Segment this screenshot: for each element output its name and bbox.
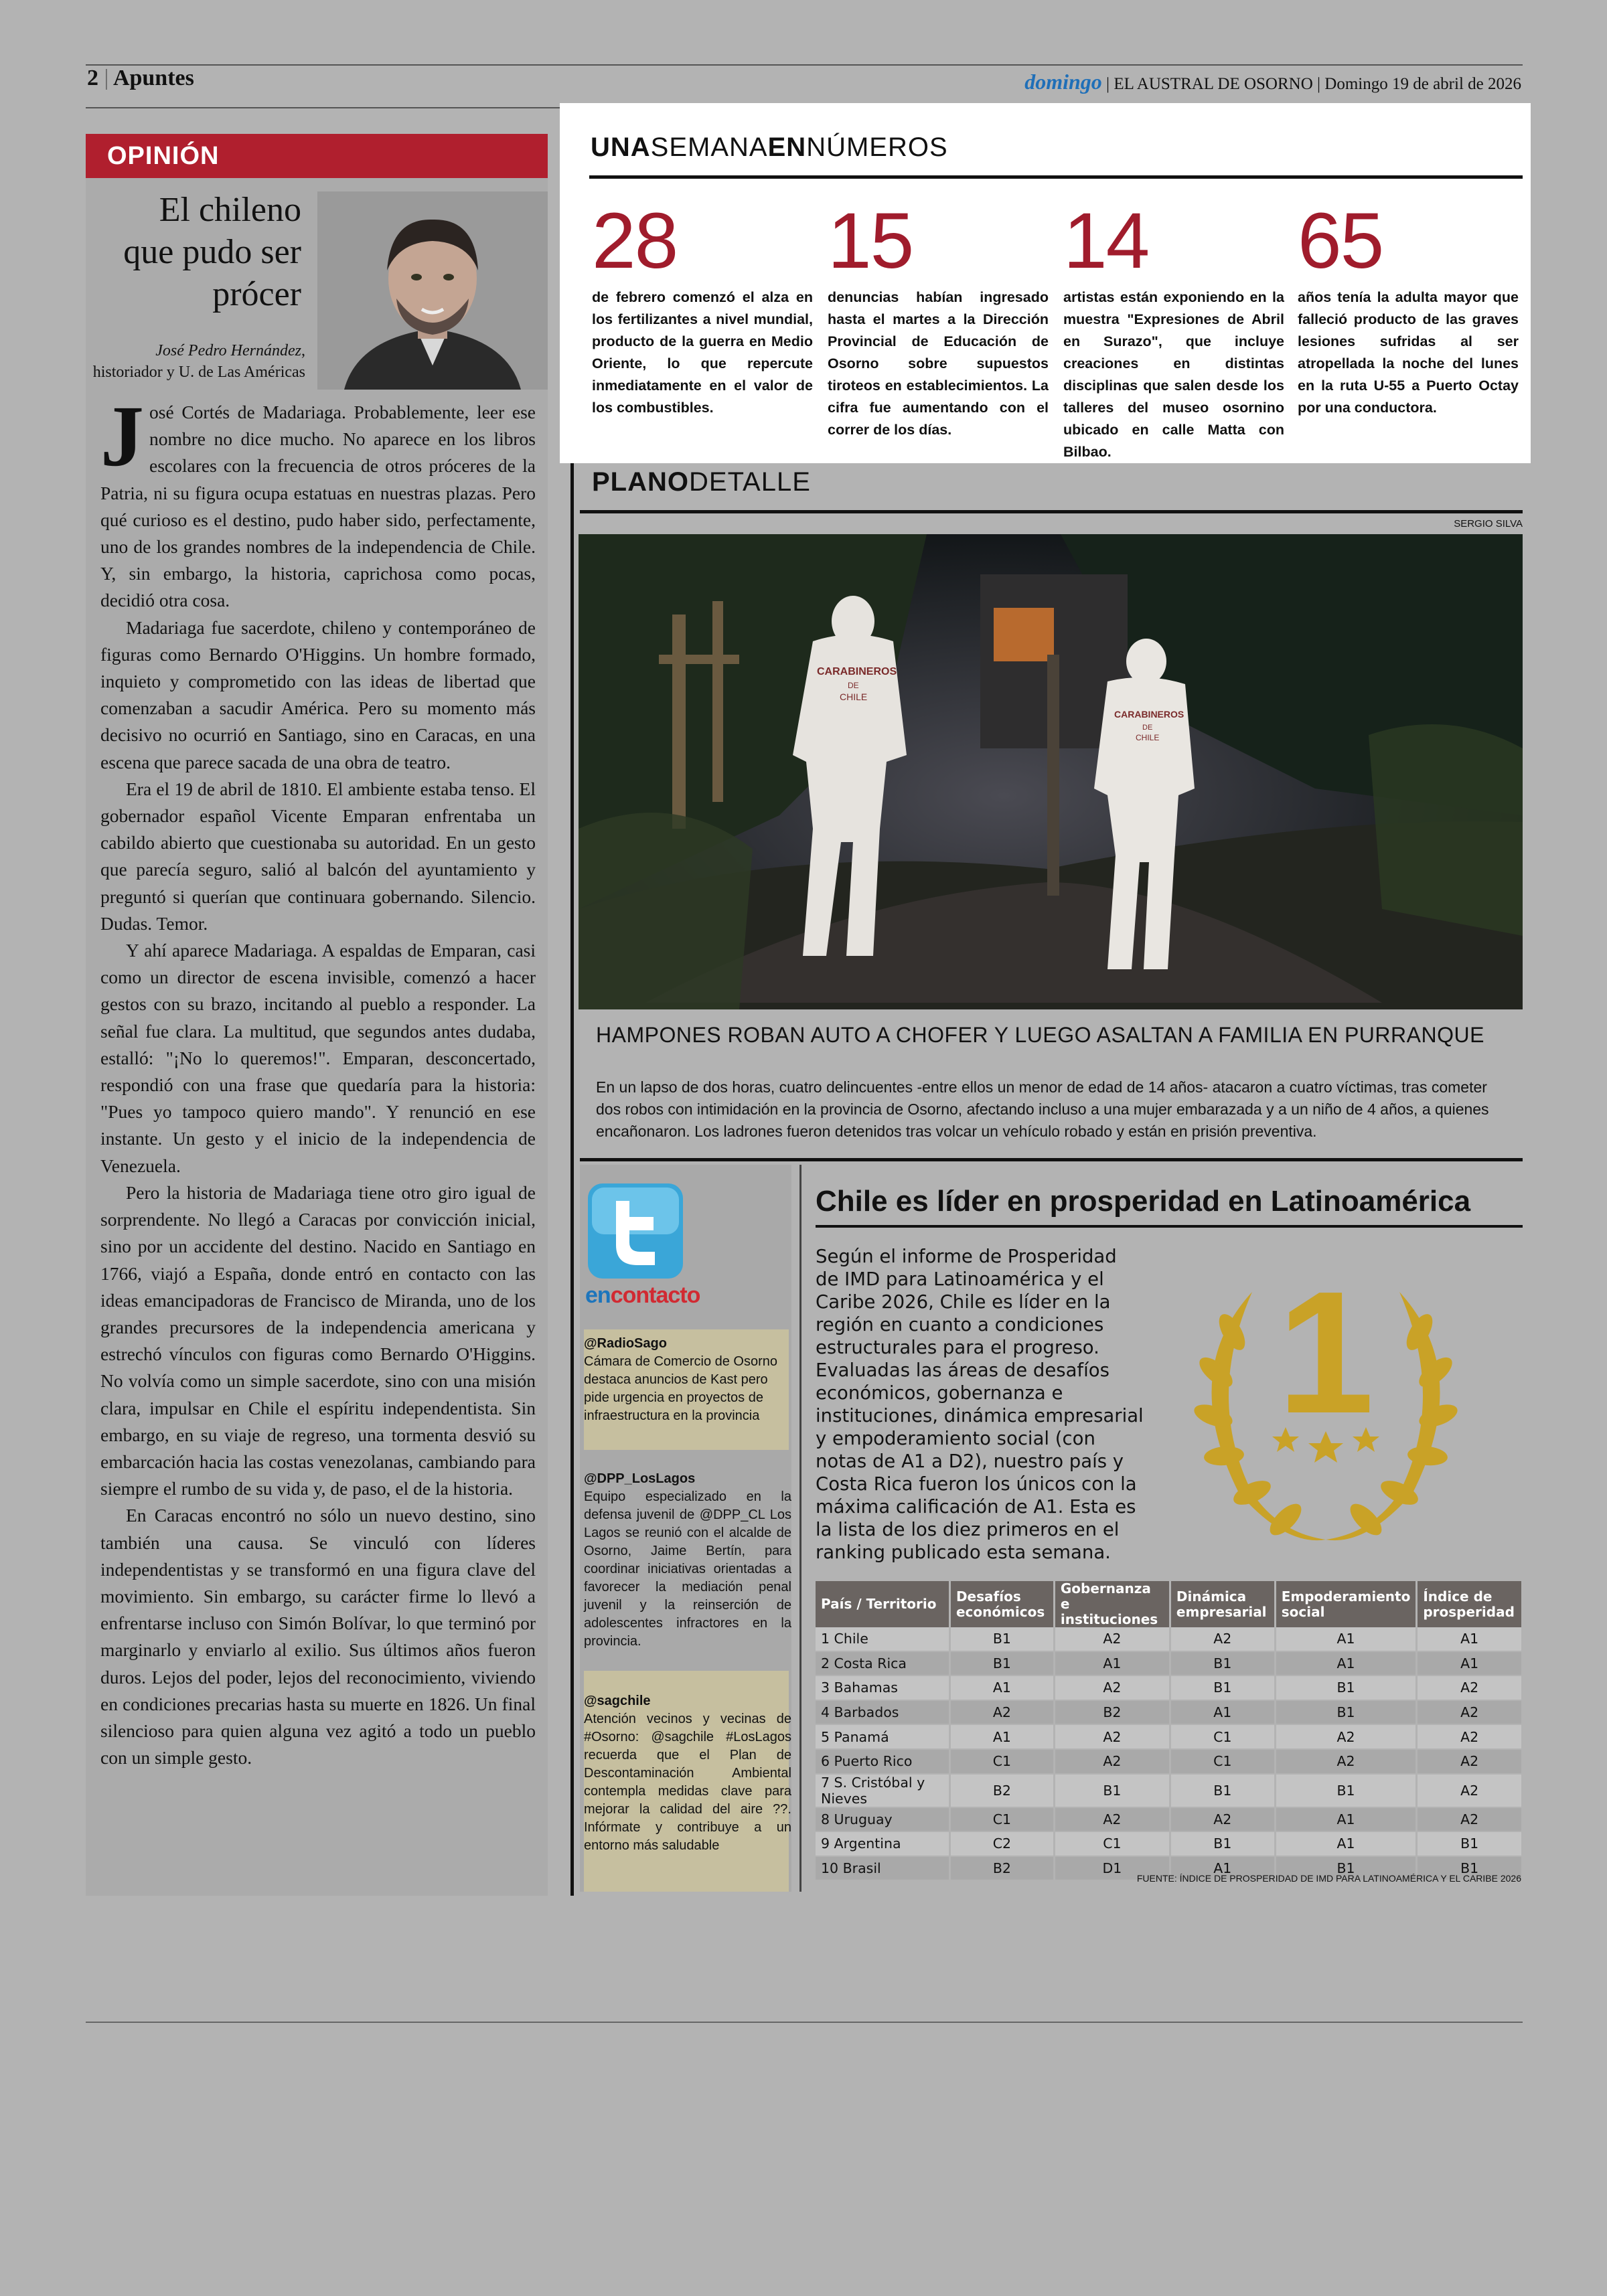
- bottom-rule: [86, 2022, 1523, 2023]
- rating-cell: B1: [1170, 1774, 1275, 1807]
- rating-cell: A1: [1275, 1807, 1417, 1832]
- article-paragraph: En Caracas encontró no sólo un nuevo destino, sino también una causa. Se vinculó con líderes independentistas y se transformó en una figura clave del movimiento. Sin embargo, su carácter firme lo llevó a enfrentarse incluso con Simón Bolívar, lo que terminó por marginarlo y enviarlo al exilio. Sus últimos años fueron duros. Lejos del poder, lejos del reconocimiento, viviendo en condiciones precarias hasta su muerte en 1826. Un final silencioso para quien alguna vez agitó a todo un pueblo con un simple gesto.: [100, 1505, 536, 1769]
- rating-cell: B1: [1170, 1831, 1275, 1856]
- rating-cell: A2: [1417, 1675, 1521, 1700]
- article-paragraph: Y ahí aparece Madariaga. A espaldas de Emparan, casi como un director de escena invisible, comenzó a hacer gestos con su brazo, incitando al pueblo a responder. La señal fue clara. La multitud, que segundos antes dudaba, estalló: "¡No lo queremos!". Emparan, desconcertado, respondió con una frase que quedaría para la historia: "Pues yo tampoco quiero mando". Y renunció en ese instante. Un gesto y el inicio de la independencia de Venezuela.: [100, 940, 536, 1176]
- author-portrait-illustration: [317, 191, 548, 390]
- section-name: Apuntes: [112, 66, 194, 90]
- number-description: años tenía la adulta mayor que falleció producto de las graves lesiones sufridas al ser atropellada la noche del lunes en la ruta U-55 a Puerto Octay por una conductora.: [1298, 289, 1519, 416]
- heading-light: SEMANA: [650, 133, 768, 162]
- paragraph-text: osé Cortés de Madariaga. Probablemente, leer ese nombre no dice mucho. No aparece en los libros escolares con la frecuencia de otros próceres de la Patria, ni su figura ocupa estatuas en nuestras plazas. Pero qué curioso es el destino, pudo haber sido, perfectamente, uno de los grandes nombres de la independencia de Chile. Y, sin embargo, la historia, caprichosa como pocas, decidió otra cosa.: [100, 402, 536, 611]
- photo-credit: SERGIO SILVA: [1454, 518, 1523, 529]
- tweet-handle: @sagchile: [584, 1694, 651, 1708]
- section-rule: [580, 1158, 1523, 1161]
- big-number: 28: [592, 197, 678, 285]
- rating-cell: B1: [1417, 1856, 1521, 1881]
- vest-label: CARABINEROS: [1114, 709, 1184, 720]
- rating-cell: D1: [1054, 1856, 1170, 1881]
- masthead-sep-1: |: [1106, 75, 1114, 93]
- number-item: [828, 197, 1049, 441]
- heading-light: NÚMEROS: [806, 133, 948, 162]
- table-row: [816, 1651, 1521, 1676]
- rating-cell: A2: [1417, 1749, 1521, 1774]
- rating-cell: A1: [1275, 1831, 1417, 1856]
- rating-cell: A2: [1417, 1700, 1521, 1725]
- rating-cell: B1: [1170, 1675, 1275, 1700]
- laurel-badge-icon: [1152, 1252, 1500, 1566]
- rating-cell: A2: [1275, 1724, 1417, 1749]
- lider-rule: [816, 1225, 1523, 1228]
- rating-cell: A2: [1054, 1807, 1170, 1832]
- author-name: José Pedro Hernández: [155, 342, 301, 359]
- number-description: denuncias habían ingresado hasta el martes a la Dirección Provincial de Educación de Osorno sobre supuestos tiroteos en establecimientos. La cifra fue aumentando con el correr de los días.: [828, 289, 1049, 438]
- opinion-banner: OPINIÓN: [86, 134, 548, 178]
- vest-label: CARABINEROS: [817, 666, 897, 677]
- rating-cell: B1: [1275, 1856, 1417, 1881]
- table-header: Índice de prosperidad: [1417, 1581, 1521, 1627]
- heading-bold: PLANO: [592, 467, 689, 497]
- vest-label: CHILE: [840, 691, 868, 702]
- rating-cell: B2: [949, 1774, 1054, 1807]
- contact-label: [585, 1283, 700, 1309]
- rating-cell: A1: [1275, 1627, 1417, 1651]
- number-item: [1298, 197, 1519, 419]
- plano-heading: [592, 467, 811, 497]
- table-header: Gobernanza e instituciones: [1054, 1581, 1170, 1627]
- table-row: [816, 1700, 1521, 1725]
- table-source: FUENTE: ÍNDICE DE PROSPERIDAD DE IMD PARA LATINOAMÉRICA Y EL CARIBE 2026: [1136, 1873, 1521, 1884]
- rating-cell: A1: [1170, 1700, 1275, 1725]
- tweet-text: Cámara de Comercio de Osorno destaca anuncios de Kast pero pide urgencia en proyectos de infraestructura en la provincia: [584, 1354, 778, 1423]
- rating-cell: B1: [1054, 1774, 1170, 1807]
- table-header: Empoderamiento social: [1275, 1581, 1417, 1627]
- issue-date: Domingo 19 de abril de 2026: [1324, 75, 1521, 93]
- lider-text: Según el informe de Prosperidad de IMD para Latinoamérica y el Caribe 2026, Chile es líder en la región en cuanto a condiciones estructurales para el progreso. Evaluadas las áreas de desafíos económicos, gobernanza e instituciones, dinámica empresarial y empoderamiento social (con notas de A1 a D2), nuestro país y Costa Rica fueron los únicos con la máxima calificación de A1. Esta es la lista de los diez primeros en el ranking publicado esta semana.: [816, 1246, 1144, 1563]
- tweet-item: [584, 1692, 791, 1855]
- tweet-handle: @RadioSago: [584, 1336, 667, 1351]
- table-row: [816, 1675, 1521, 1700]
- rating-cell: A2: [1054, 1627, 1170, 1651]
- vest-label: CHILE: [1136, 733, 1160, 742]
- rating-cell: A1: [1170, 1856, 1275, 1881]
- contact-divider: [799, 1165, 801, 1892]
- rating-cell: A2: [1054, 1749, 1170, 1774]
- rating-cell: A1: [1054, 1651, 1170, 1676]
- rating-cell: A2: [1417, 1807, 1521, 1832]
- table-header: Desafíos económicos: [949, 1581, 1054, 1627]
- table-header: País / Territorio: [816, 1581, 949, 1627]
- rating-cell: C2: [949, 1831, 1054, 1856]
- rating-cell: A2: [1417, 1774, 1521, 1807]
- number-description: artistas están exponiendo en la muestra "Expresiones de Abril en Surazo", que incluye creaciones en distintas disciplinas que salen desde los talleres del museo osornino ubicado en calle Matta con Bilbao.: [1063, 289, 1284, 460]
- page-number: 2: [87, 66, 98, 90]
- page-section: [87, 66, 194, 91]
- table-row: [816, 1831, 1521, 1856]
- crime-scene-illustration: [579, 534, 1523, 1009]
- table-header-row: [816, 1581, 1521, 1627]
- table-header: Dinámica empresarial: [1170, 1581, 1275, 1627]
- country-cell: 3 Bahamas: [816, 1675, 949, 1700]
- heading-light: DETALLE: [689, 467, 811, 497]
- tweet-item: [584, 1470, 791, 1651]
- twitter-logo-svg: [585, 1181, 686, 1281]
- tweet-item: [584, 1335, 791, 1425]
- country-cell: 9 Argentina: [816, 1831, 949, 1856]
- rating-cell: B1: [949, 1627, 1054, 1651]
- big-number: 14: [1063, 197, 1149, 285]
- rating-cell: A1: [1417, 1627, 1521, 1651]
- news-photo: [579, 534, 1523, 1009]
- table-row: [816, 1627, 1521, 1651]
- article-paragraph: Madariaga fue sacerdote, chileno y contemporáneo de figuras como Bernardo O'Higgins. Un hombre formado, inquieto y comprometido con las ideas de libertad que comenzaban a sacudir América. Pero su momento más decisivo no ocurrió en Santiago, sino en Caracas, en una escena que parece sacada de una obra de teatro.: [100, 617, 536, 772]
- country-cell: 4 Barbados: [816, 1700, 949, 1725]
- article-paragraph: Pero la historia de Madariaga tiene otro giro igual de sorprendente. No llegó a Caracas por convicción inicial, sino por un accidente del destino. Nacido en Santiago en 1766, viajó a España, donde entró en contacto con las ideas emancipadoras de Francisco de Miranda, uno de los grandes precursores de la independencia americana y estrechó vínculos con figuras como Bernardo O'Higgins. No volvía como un simple sacerdote, sino con una misión clara, impulsar en Chile el espíritu independentista. Sin embargo, en su viaje de regreso, una tormenta desvió su embarcación hacia las costas venezolanas, cambiando para siempre el rumbo de su vida y, de paso, el de la historia.: [100, 1181, 536, 1499]
- table-row: [816, 1774, 1521, 1807]
- number-item: [1063, 197, 1284, 463]
- number-item: [592, 197, 813, 419]
- country-cell: 5 Panamá: [816, 1724, 949, 1749]
- opinion-title: El chileno que pudo ser prócer: [123, 191, 301, 313]
- lider-title: Chile es líder en prosperidad en Latinoamérica: [816, 1185, 1471, 1218]
- label-blue: en: [585, 1283, 611, 1308]
- country-cell: 7 S. Cristóbal y Nieves: [816, 1774, 949, 1807]
- rating-cell: B2: [1054, 1700, 1170, 1725]
- rating-cell: A1: [949, 1724, 1054, 1749]
- numbers-heading: [591, 133, 948, 163]
- paper-name: EL AUSTRAL DE OSORNO: [1114, 75, 1313, 93]
- drop-cap: J: [100, 388, 144, 485]
- tweet-handle: @DPP_LosLagos: [584, 1471, 696, 1486]
- country-cell: 2 Costa Rica: [816, 1651, 949, 1676]
- rating-cell: C1: [1170, 1749, 1275, 1774]
- label-red: contacto: [610, 1283, 700, 1308]
- tweet-text: Equipo especializado en la defensa juvenil de @DPP_CL Los Lagos se reunió con el alcalde de Osorno, Jaime Bertín, para coordinar iniciativas orientadas a favorecer la mediación penal juvenil y la reinserción de adolescentes infractores en la provincia.: [584, 1489, 791, 1649]
- rating-cell: A2: [1170, 1807, 1275, 1832]
- rating-cell: B2: [949, 1856, 1054, 1881]
- tweet-text: Atención vecinos y vecinas de #Osorno: @sagchile #LosLagos recuerda que el Plan de Descontaminación Ambiental contempla medidas clave para mejorar la calidad del aire ??. Infórmate y contribuye a un entorno más saludable: [584, 1712, 791, 1853]
- rating-cell: B1: [949, 1651, 1054, 1676]
- rating-cell: A2: [1275, 1749, 1417, 1774]
- rating-cell: C1: [1170, 1724, 1275, 1749]
- opinion-byline: [92, 340, 305, 383]
- rating-cell: A2: [1417, 1724, 1521, 1749]
- plano-caption: En un lapso de dos horas, cuatro delincuentes -entre ellos un menor de edad de 14 años- atacaron a cuatro víctimas, tras cometer dos robos con intimidación en la provincia de Osorno, afectando incluso a una mujer embarazada y a un niño de 4 años, a quienes encañonaron. Los ladrones fueron detenidos tras volcar un vehículo robado y están en prisión preventiva.: [596, 1078, 1489, 1140]
- plano-title: HAMPONES ROBAN AUTO A CHOFER Y LUEGO ASALTAN A FAMILIA EN PURRANQUE: [596, 1023, 1484, 1047]
- author-photo: [317, 191, 548, 390]
- header-separator: |: [104, 66, 109, 90]
- plano-rule: [580, 510, 1523, 513]
- country-cell: 8 Uruguay: [816, 1807, 949, 1832]
- country-cell: 1 Chile: [816, 1627, 949, 1651]
- rating-cell: A2: [1170, 1627, 1275, 1651]
- rating-cell: A2: [1054, 1724, 1170, 1749]
- masthead-sep-2: |: [1317, 75, 1325, 93]
- table-row: [816, 1807, 1521, 1832]
- twitter-icon: [585, 1181, 686, 1281]
- rating-cell: B1: [1275, 1700, 1417, 1725]
- author-role: , historiador y U. de Las Américas: [92, 342, 305, 381]
- rating-cell: B1: [1170, 1651, 1275, 1676]
- big-number: 15: [828, 197, 913, 285]
- article-paragraph: Era el 19 de abril de 1810. El ambiente estaba tenso. El gobernador español Vicente Emparan enfrentaba un cabildo abierto que cuestionaba su autoridad. En un gesto que parecía seguro, salió al balcón del ayuntamiento y preguntó si querían que continuara gobernando. Silencio. Dudas. Temor.: [100, 778, 536, 934]
- rating-cell: B1: [1275, 1774, 1417, 1807]
- rating-cell: A1: [1275, 1651, 1417, 1676]
- prosperity-table: [816, 1581, 1521, 1881]
- table-row: [816, 1724, 1521, 1749]
- rating-cell: A2: [949, 1700, 1054, 1725]
- rating-cell: A2: [1054, 1675, 1170, 1700]
- table-row: [816, 1749, 1521, 1774]
- rating-cell: C1: [1054, 1831, 1170, 1856]
- numbers-rule: [589, 175, 1523, 179]
- rating-cell: A1: [949, 1675, 1054, 1700]
- rating-cell: B1: [1417, 1831, 1521, 1856]
- rating-cell: C1: [949, 1749, 1054, 1774]
- opinion-article-body: [100, 388, 536, 1771]
- brand-name: domingo: [1024, 70, 1102, 94]
- rating-cell: C1: [949, 1807, 1054, 1832]
- number-description: de febrero comenzó el alza en los fertilizantes a nivel mundial, producto de la guerra en Medio Oriente, lo que repercute inmediatamente en el valor de los combustibles.: [592, 289, 813, 416]
- heading-bold: EN: [767, 133, 807, 162]
- vest-label: DE: [1142, 724, 1153, 732]
- country-cell: 6 Puerto Rico: [816, 1749, 949, 1774]
- badge-number: 1: [1277, 1256, 1375, 1450]
- vest-label: DE: [848, 681, 859, 690]
- article-paragraph: [100, 388, 536, 614]
- rating-cell: B1: [1275, 1675, 1417, 1700]
- laurel-wreath-svg: [1152, 1252, 1500, 1566]
- heading-bold: UNA: [591, 133, 651, 162]
- country-cell: 10 Brasil: [816, 1856, 949, 1881]
- masthead: [1024, 70, 1521, 94]
- big-number: 65: [1298, 197, 1383, 285]
- top-rule: [86, 64, 1523, 66]
- rating-cell: A1: [1417, 1651, 1521, 1676]
